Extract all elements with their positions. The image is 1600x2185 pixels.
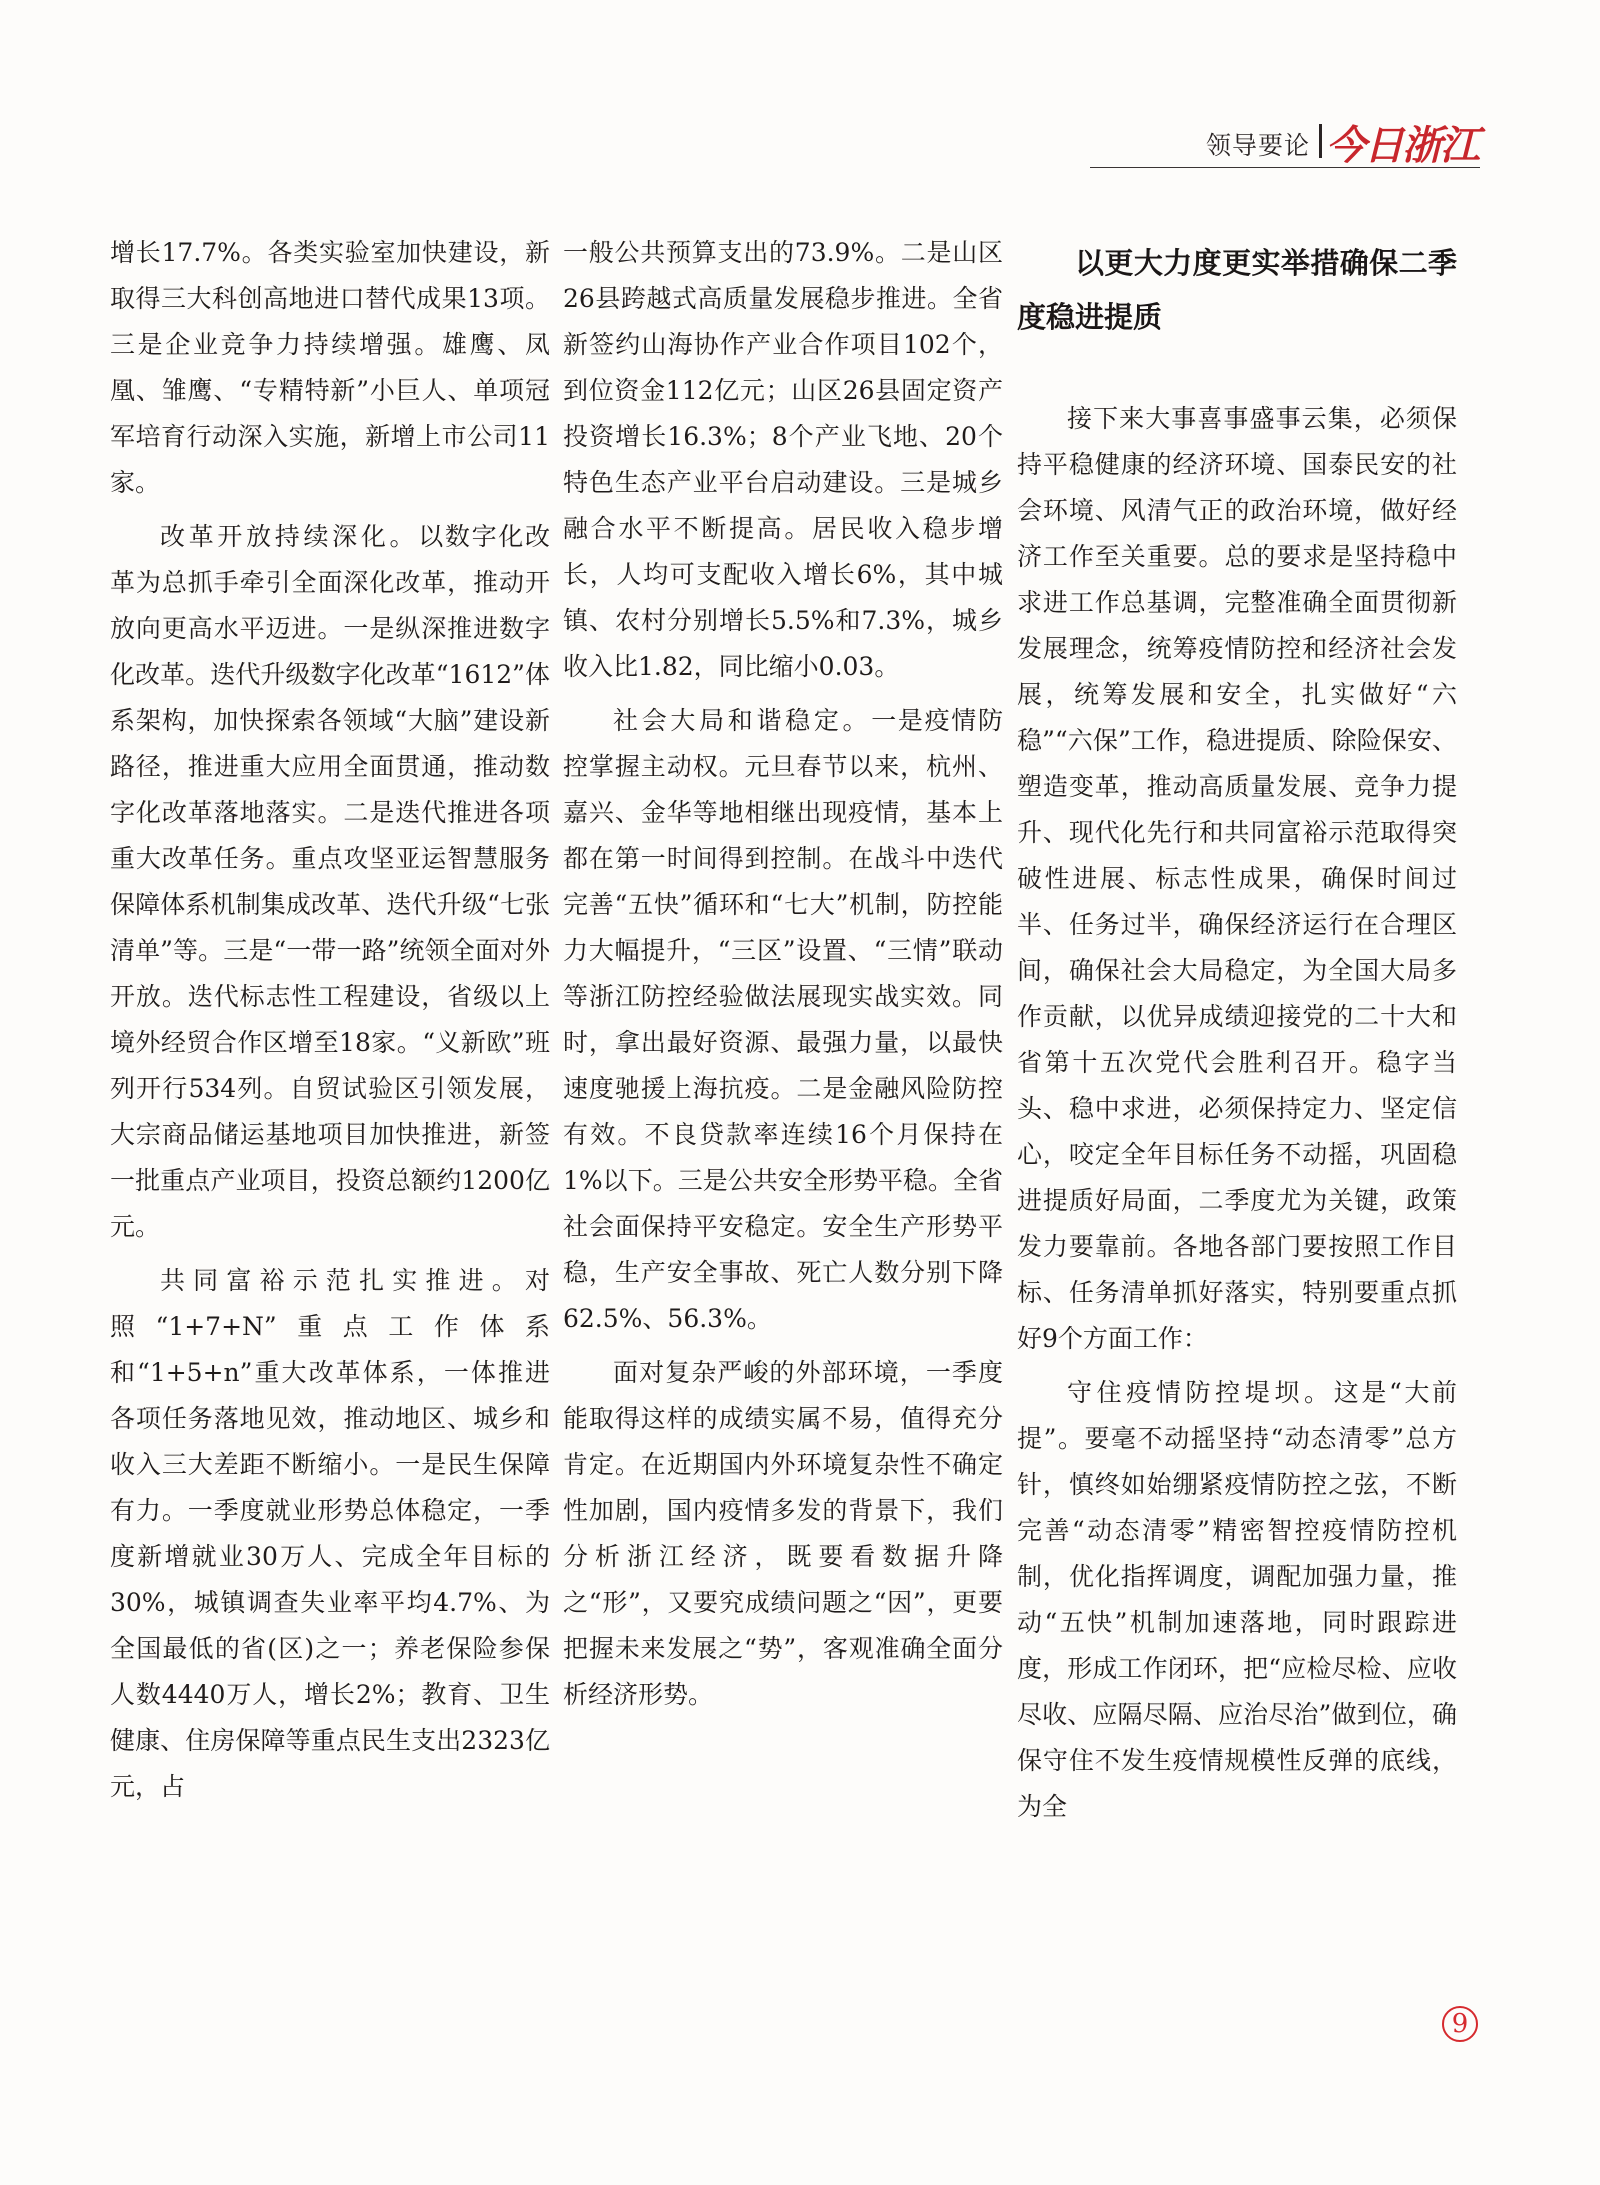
paragraph xyxy=(110,514,550,1250)
paragraph xyxy=(1017,396,1457,1362)
column-3 xyxy=(1017,230,1457,1838)
paragraph xyxy=(563,230,1003,690)
paragraph-text: 对照“1+7+N”重点工作体系和“1+5+n”重大改革体系，一体推进各项任务落地见效，推动地区、城乡和收入三大差距不断缩小。一是民生保障有力。一季度就业形势总体稳定，一季度新增就业30万人、完成全年目标的30%，城镇调查失业率平均4.7%、为全国最低的省(区)之一；养老保险参保人数4440万人，增长2%；教育、卫生健康、住房保障等重点民生支出2323亿元，占 xyxy=(110,1266,550,1801)
paragraph-text: 面对复杂严峻的外部环境，一季度能取得这样的成绩实属不易，值得充分肯定。在近期国内外环境复杂性不确定性加剧，国内疫情多发的背景下，我们分析浙江经济，既要看数据升降之“形”，又要究成绩问题之“因”，更要把握未来发展之“势”，客观准确全面分析经济形势。 xyxy=(563,1358,1003,1709)
paragraph-lead: 守住疫情防控堤坝。 xyxy=(1067,1378,1334,1407)
paragraph xyxy=(110,230,550,506)
header-rule xyxy=(1090,167,1480,168)
page-header xyxy=(1090,120,1480,168)
paragraph xyxy=(110,1258,550,1810)
paragraph-lead: 改革开放持续深化。 xyxy=(160,522,419,551)
paragraph-text: 以数字化改革为总抓手牵引全面深化改革，推动开放向更高水平迈进。一是纵深推进数字化改革。迭代升级数字化改革“1612”体系架构，加快探索各领域“大脑”建设新路径，推进重大应用全面贯通，推动数字化改革落地落实。二是迭代推进各项重大改革任务。重点攻坚亚运智慧服务保障体系机制集成改革、迭代升级“七张清单”等。三是“一带一路”统领全面对外开放。迭代标志性工程建设，省级以上境外经贸合作区增至18家。“义新欧”班列开行534列。自贸试验区引领发展，大宗商品储运基地项目加快推进，新签一批重点产业项目，投资总额约1200亿元。 xyxy=(110,522,550,1241)
article-subheading: 以更大力度更实举措确保二季度稳进提质 xyxy=(1017,246,1457,334)
column-2 xyxy=(563,230,1003,1726)
paragraph-text: 一般公共预算支出的73.9%。二是山区26县跨越式高质量发展稳步推进。全省新签约山海协作产业合作项目102个，到位资金112亿元；山区26县固定资产投资增长16.3%；8个产业飞地、20个特色生态产业平台启动建设。三是城乡融合水平不断提高。居民收入稳步增长，人均可支配收入增长6%，其中城镇、农村分别增长5.5%和7.3%，城乡收入比1.82，同比缩小0.03。 xyxy=(563,238,1003,681)
paragraph xyxy=(563,698,1003,1342)
magazine-logo xyxy=(1326,114,1478,171)
paragraph-text: 一是疫情防控掌握主动权。元旦春节以来，杭州、嘉兴、金华等地相继出现疫情，基本上都在第一时间得到控制。在战斗中迭代完善“五快”循环和“七大”机制，防控能力大幅提升，“三区”设置、“三情”联动等浙江防控经验做法展现实战实效。同时，拿出最好资源、最强力量，以最快速度驰援上海抗疫。二是金融风险防控有效。不良贷款率连续16个月保持在1%以下。三是公共安全形势平稳。全省社会面保持平安稳定。安全生产形势平稳，生产安全事故、死亡人数分别下降62.5%、56.3%。 xyxy=(563,706,1003,1333)
paragraph-text: 这是“大前提”。要毫不动摇坚持“动态清零”总方针，慎终如始绷紧疫情防控之弦，不断完善“动态清零”精密智控疫情防控机制，优化指挥调度，调配加强力量，推动“五快”机制加速落地，同时跟踪进度，形成工作闭环，把“应检尽检、应收尽收、应隔尽隔、应治尽治”做到位，确保守住不发生疫情规模性反弹的底线，为全 xyxy=(1017,1378,1457,1821)
header-separator xyxy=(1319,124,1322,158)
paragraph xyxy=(1017,1370,1457,1830)
column-1 xyxy=(110,230,550,1818)
paragraph-lead: 社会大局和谐稳定。 xyxy=(613,706,872,735)
paragraph-text: 增长17.7%。各类实验室加快建设，新取得三大科创高地进口替代成果13项。三是企业竞争力持续增强。雄鹰、凤凰、雏鹰、“专精特新”小巨人、单项冠军培育行动深入实施，新增上市公司11家。 xyxy=(110,238,550,497)
paragraph-lead: 共同富裕示范扎实推进。 xyxy=(160,1266,525,1295)
paragraph xyxy=(563,1350,1003,1718)
logo-part-2: 浙江 xyxy=(1402,122,1478,169)
logo-part-1: 今日 xyxy=(1326,122,1402,169)
paragraph-text: 接下来大事喜事盛事云集，必须保持平稳健康的经济环境、国泰民安的社会环境、风清气正的政治环境，做好经济工作至关重要。总的要求是坚持稳中求进工作总基调，完整准确全面贯彻新发展理念，统筹疫情防控和经济社会发展，统筹发展和安全，扎实做好“六稳”“六保”工作，稳进提质、除险保安、塑造变革，推动高质量发展、竞争力提升、现代化先行和共同富裕示范取得突破性进展、标志性成果，确保时间过半、任务过半，确保经济运行在合理区间，确保社会大局稳定，为全国大局多作贡献，以优异成绩迎接党的二十大和省第十五次党代会胜利召开。稳字当头、稳中求进，必须保持定力、坚定信心，咬定全年目标任务不动摇，巩固稳进提质好局面，二季度尤为关键，政策发力要靠前。各地各部门要按照工作目标、任务清单抓好落实，特别要重点抓好9个方面工作： xyxy=(1017,404,1457,1353)
page-number: 9 xyxy=(1442,2006,1478,2042)
section-label: 领导要论 xyxy=(1205,131,1310,160)
